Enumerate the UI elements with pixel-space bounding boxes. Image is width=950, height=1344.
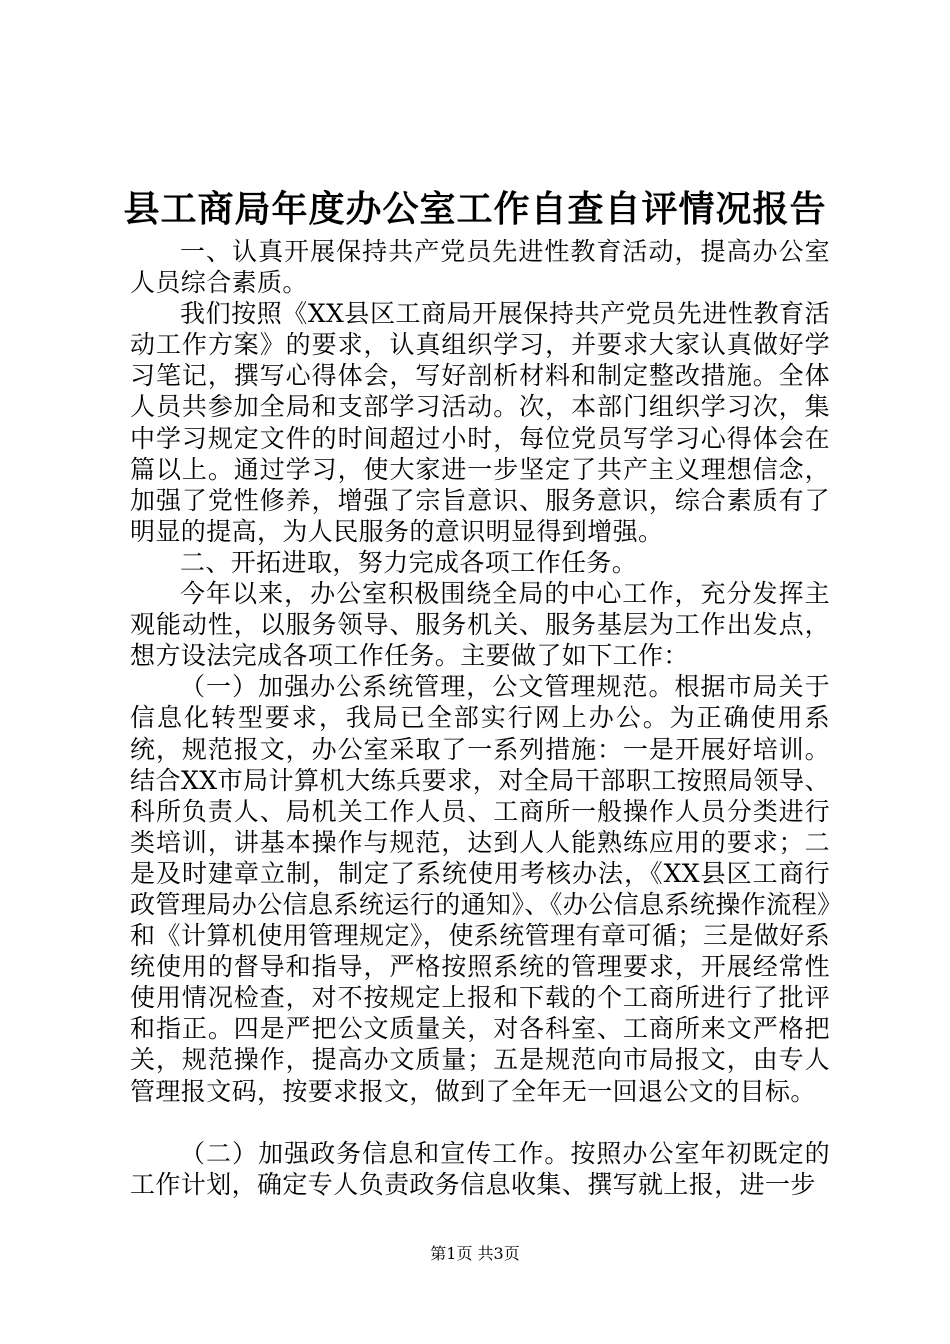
section-heading-2: 二、开拓进取，努力完成各项工作任务。	[180, 547, 638, 577]
body-paragraph: （一）加强办公系统管理，公文管理规范。根据市局关于信息化转型要求，我局已全部实行网上办公。为正确使用系统，规范报文，办公室采取了一系列措施：一是开展好培训。结合XX市局计算机大练兵要求，对全局干部职工按照局领导、科所负责人、局机关工作人员、工商所一般操作人员分类进行类培训，讲基本操作与规范，达到人人能熟练应用的要求；二是及时建章立制，制定了系统使用考核办法，《XX县区工商行政管理局办公信息系统运行的通知》、《办公信息系统操作流程》和《计算机使用管理规定》，使系统管理有章可循；三是做好系统使用的督导和指导，严格按照系统的管理要求，开展经常性使用情况检查，对不按规定上报和下载的个工商所进行了批评和指正。四是严把公文质量关，对各科室、工商所来文严格把关，规范操作，提高办文质量；五是规范向市局报文，由专人管理报文码，按要求报文，做到了全年无一回退公文的目标。	[130, 672, 830, 1106]
document-title: 县工商局年度办公室工作自查自评情况报告	[123, 189, 827, 230]
page-footer: 第1页 共3页	[430, 1244, 520, 1263]
body-paragraph: 今年以来，办公室积极围绕全局的中心工作，充分发挥主观能动性，以服务领导、服务机关、服务基层为工作出发点，想方设法完成各项工作任务。主要做了如下工作：	[130, 579, 830, 671]
section-heading-1: 一、认真开展保持共产党员先进性教育活动，提高办公室人员综合素质。	[130, 237, 830, 298]
body-paragraph: （二）加强政务信息和宣传工作。按照办公室年初既定的工作计划，确定专人负责政务信息收集、撰写就上报，进一步	[130, 1138, 830, 1199]
body-paragraph: 我们按照《XX县区工商局开展保持共产党员先进性教育活动工作方案》的要求，认真组织学习，并要求大家认真做好学习笔记，撰写心得体会，写好剖析材料和制定整改措施。全体人员共参加全局和支部学习活动。次，本部门组织学习次，集中学习规定文件的时间超过小时，每位党员写学习心得体会在篇以上。通过学习，使大家进一步坚定了共产主义理想信念，加强了党性修养，增强了宗旨意识、服务意识，综合素质有了明显的提高，为人民服务的意识明显得到增强。	[130, 299, 830, 546]
document-body	[130, 236, 830, 1200]
